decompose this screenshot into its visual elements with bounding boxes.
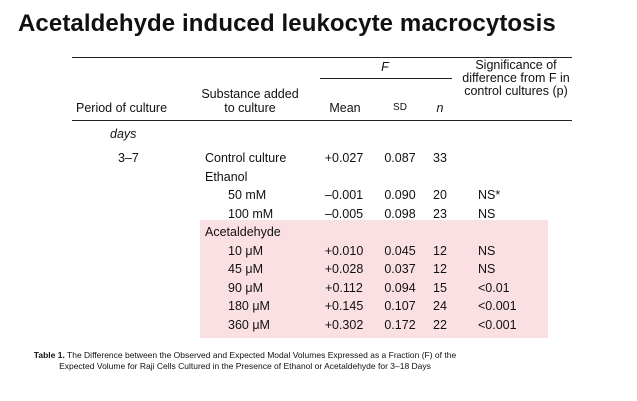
cell-p: <0.01 [478,281,510,295]
header-period: Period of culture [76,101,168,115]
cell-substance: Acetaldehyde [205,225,281,239]
cell-n: 33 [433,151,447,165]
header-f: F [381,60,389,74]
cell-mean: –0.005 [324,207,364,221]
cell-substance: 45 μM [228,262,263,276]
header-sd: SD [393,102,407,113]
cell-mean: +0.027 [324,151,364,165]
cell-mean: +0.302 [324,318,364,332]
cell-substance: Control culture [205,151,287,165]
table-caption: Table 1. The Difference between the Observed and Expected Modal Volumes Expressed as a Fraction (F) of the Expected Volume for Raji Cells Cultured in the Presence of Ethanol or Acetaldehyde for 3–18 Days [33,350,457,371]
cell-substance: 360 μM [228,318,270,332]
header-substance: Substance added to culture [201,87,299,115]
cell-substance: Ethanol [205,170,248,184]
cell-sd: 0.087 [384,151,416,165]
header-n: n [436,101,444,115]
cell-n: 20 [433,188,447,202]
cell-sd: 0.037 [384,262,416,276]
cell-p: NS [478,262,496,276]
cell-sd: 0.107 [384,299,416,313]
cell-mean: +0.112 [325,281,363,295]
units-days: days [110,127,137,141]
cell-p: NS* [478,188,501,202]
period-value: 3–7 [118,151,139,165]
cell-sd: 0.098 [384,207,416,221]
cell-substance: 50 mM [228,188,267,202]
cell-substance: 90 μM [228,281,263,295]
cell-mean: –0.001 [324,188,364,202]
cell-substance: 100 mM [228,207,274,221]
cell-n: 22 [433,318,447,332]
header-mean: Mean [329,101,361,115]
cell-sd: 0.045 [384,244,416,258]
cell-p: NS [478,244,496,258]
cell-sd: 0.172 [384,318,416,332]
cell-mean: +0.145 [324,299,364,313]
f-span-rule [320,78,452,79]
cell-substance: 180 μM [228,299,270,313]
cell-sd: 0.094 [384,281,416,295]
header-significance: Significance of difference from F in control cultures (p) [462,58,570,98]
cell-sd: 0.090 [384,188,416,202]
cell-p: <0.001 [478,299,517,313]
cell-p: NS [478,207,496,221]
cell-n: 23 [433,207,447,221]
page-title: Acetaldehyde induced leukocyte macrocytosis [18,10,556,37]
cell-n: 15 [433,281,447,295]
cell-substance: 10 μM [228,244,263,258]
cell-p: <0.001 [478,318,517,332]
cell-n: 12 [433,262,447,276]
cell-mean: +0.010 [324,244,364,258]
cell-mean: +0.028 [324,262,364,276]
header-bottom-rule [72,120,572,121]
cell-n: 12 [433,244,447,258]
cell-n: 24 [433,299,447,313]
